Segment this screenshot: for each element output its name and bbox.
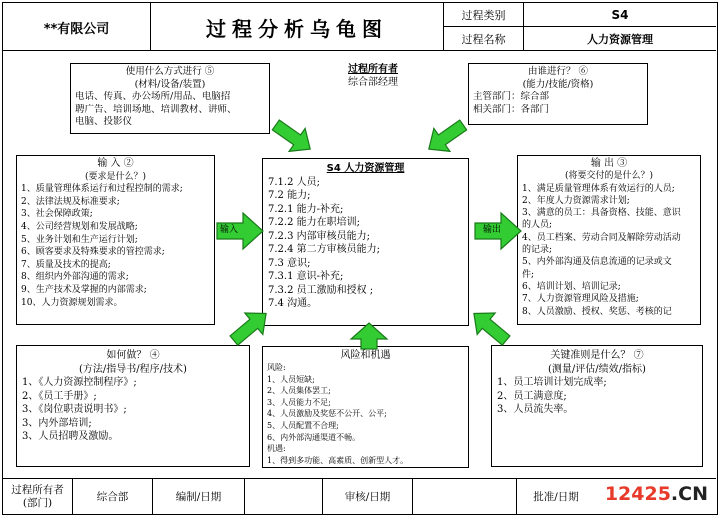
list-item: 3、《岗位职责说明书》; [22,404,127,415]
list-item: 3、人员能力不足; [267,397,331,407]
footer-owner-label [3,479,73,515]
list-item: 风险: [267,363,286,372]
list-item: 4、员工档案、劳动合同及解除劳动活动 [522,232,681,243]
arrow-down-right-icon [268,118,318,156]
input-subtitle: (要求是什么？) [84,171,147,182]
category-value: S4 [524,3,716,27]
list-item: 6、培训计划、培训记录; [522,281,621,292]
list-item: 9、生产技术及掌握的内部需求; [21,284,147,295]
how-title: 如何做？ ④ [106,350,160,361]
list-item: 10、人力资源规划需求。 [21,297,123,308]
list-item: 3、人员流失率。 [497,404,574,415]
watermark [592,480,712,508]
footer-owner-label-line2: (部门) [22,497,53,509]
output-title: 输 出 ③ [590,158,628,169]
list-item: 7.2.3 内部审核员能力; [268,230,370,242]
list-item: 电话、传真、办公场所/用品、电脑招 [75,91,231,103]
footer-review-value [413,479,517,515]
how-box [16,345,250,467]
list-item: 7.3 意识; [268,257,311,269]
list-item: 5、内外部沟通及信息流通的记录或文 [522,257,672,268]
list-item: 4、人员激励及奖惩不公开、公平; [267,409,387,419]
owner-title: 过程所有者 [348,64,398,75]
risk-box [262,346,469,468]
with-what-box [70,63,270,134]
output-box [517,155,701,325]
list-item: 5、人员配置不合理; [267,420,339,430]
list-item: 7.4 沟通。 [268,298,318,309]
arrow-up-icon [349,321,389,351]
list-item: 相关部门：各部门 [473,103,550,115]
footer-owner-value: 综合部 [73,479,153,515]
list-item: 3、人员招聘及激励。 [22,431,119,442]
list-item: 主管部门：综合部 [473,91,550,103]
criteria-title: 关键准则是什么？ ⑦ [550,350,644,361]
company-name: **有限公司 [3,3,151,51]
list-item: 的记录; [522,245,553,256]
page-title: 过程分析乌龟图 [151,3,444,51]
list-item: 1、质量管理体系运行和过程控制的需求; [21,184,183,195]
turtle-diagram-sheet [2,2,718,515]
list-item: 件; [522,269,535,280]
footer-edit-label: 编制/日期 [153,479,245,515]
with-what-title: 使用什么方式进行 ⑤ [125,66,215,77]
category-label: 过程类别 [444,3,524,27]
process-box [262,158,469,326]
list-item: 的人员; [522,220,553,231]
with-whom-box [468,63,648,125]
header [3,3,716,51]
list-item: 3、内外部培训; [22,417,92,429]
input-arrow-label: 输入 [220,225,239,235]
list-item: 7.2.1 能力-补充; [268,203,344,215]
watermark-text: 12425.CN [604,483,708,505]
how-subtitle: (方法/指导书/程序/技术) [79,363,187,375]
list-item: 3、满意的员工：具备资格、技能、意识 [522,208,681,219]
list-item: 7.3.2 员工激励和授权 ; [268,284,374,296]
list-item: 1、《人力资源控制程序》; [22,377,137,388]
list-item: 7.3.1 意识-补充; [268,271,344,282]
list-item: 2、员工满意度; [497,390,567,402]
criteria-box [491,345,703,467]
list-item: 3、社会保障政策; [21,209,93,220]
arrow-up-right-icon [225,308,275,346]
list-item: 6、顾客要求及特殊要求的管控需求; [21,247,165,258]
input-title: 输 入 ② [97,158,134,169]
list-item: 7、人力资源管理风险及措施; [522,294,639,305]
output-subtitle: (将要交付的是什么？) [564,171,654,182]
arrow-up-left-icon [465,308,515,346]
arrow-down-left-icon [421,118,471,156]
footer-edit-value [245,479,323,515]
list-item: 电脑、投影仪 [75,116,133,128]
process-title: S4 人力资源管理 [326,163,405,174]
process-name-label: 过程名称 [444,27,524,51]
list-item: 7.1.2 人员; [268,176,320,188]
with-what-subtitle: (材料/设备/装置) [134,78,206,90]
criteria-subtitle: (测量/评估/绩效/指标) [548,363,646,375]
list-item: 1、员工培训计划完成率; [497,377,607,388]
output-arrow-label: 输出 [483,225,502,235]
list-item: 8、组织内外部沟通的需求; [21,272,129,283]
list-item: 2、人员集体罢工; [267,386,331,396]
list-item: 7、质量及技术的提高; [21,259,111,270]
owner-value: 综合部经理 [348,77,398,88]
owner-box [323,63,423,89]
risk-title: 风险和机遇 [340,350,391,361]
list-item: 7.2.2 能力在职培训; [268,217,360,228]
list-item: 1、人员短缺; [267,374,315,384]
footer-owner-label-line1: 过程所有者 [11,484,64,496]
list-item: 2、年度人力资源需求计划; [522,195,630,206]
input-box [16,155,215,325]
list-item: 2、法律法规及标准要求; [21,196,120,207]
list-item: 6、内外部沟通渠道不畅。 [267,432,361,442]
list-item: 7.2 能力; [268,190,311,201]
list-item: 4、公司经营规划和发展战略; [21,221,138,232]
footer-review-label: 审核/日期 [323,479,413,515]
list-item: 8、人员激励、授权、奖惩、考核的记 [522,306,672,317]
with-whom-title: 由谁进行？ ⑥ [527,66,589,77]
list-item: 7.2.4 第二方审核员能力; [268,244,380,255]
list-item: 1、满足质量管理体系有效运行的人员; [522,183,675,194]
list-item: 5、业务计划和生产运行计划; [21,234,138,245]
with-whom-subtitle: (能力/技能/资格) [522,78,594,90]
footer-approve-label: 批准/日期 [533,490,579,503]
list-item: 聘广告、培训场地、培训教材、讲师、 [75,103,237,115]
list-item: 2、《员工手册》; [22,390,97,402]
process-name-value: 人力资源管理 [587,33,653,46]
list-item: 机遇: [267,444,286,454]
list-item: 1、得到多功能、高素质、创新型人才。 [267,455,409,465]
